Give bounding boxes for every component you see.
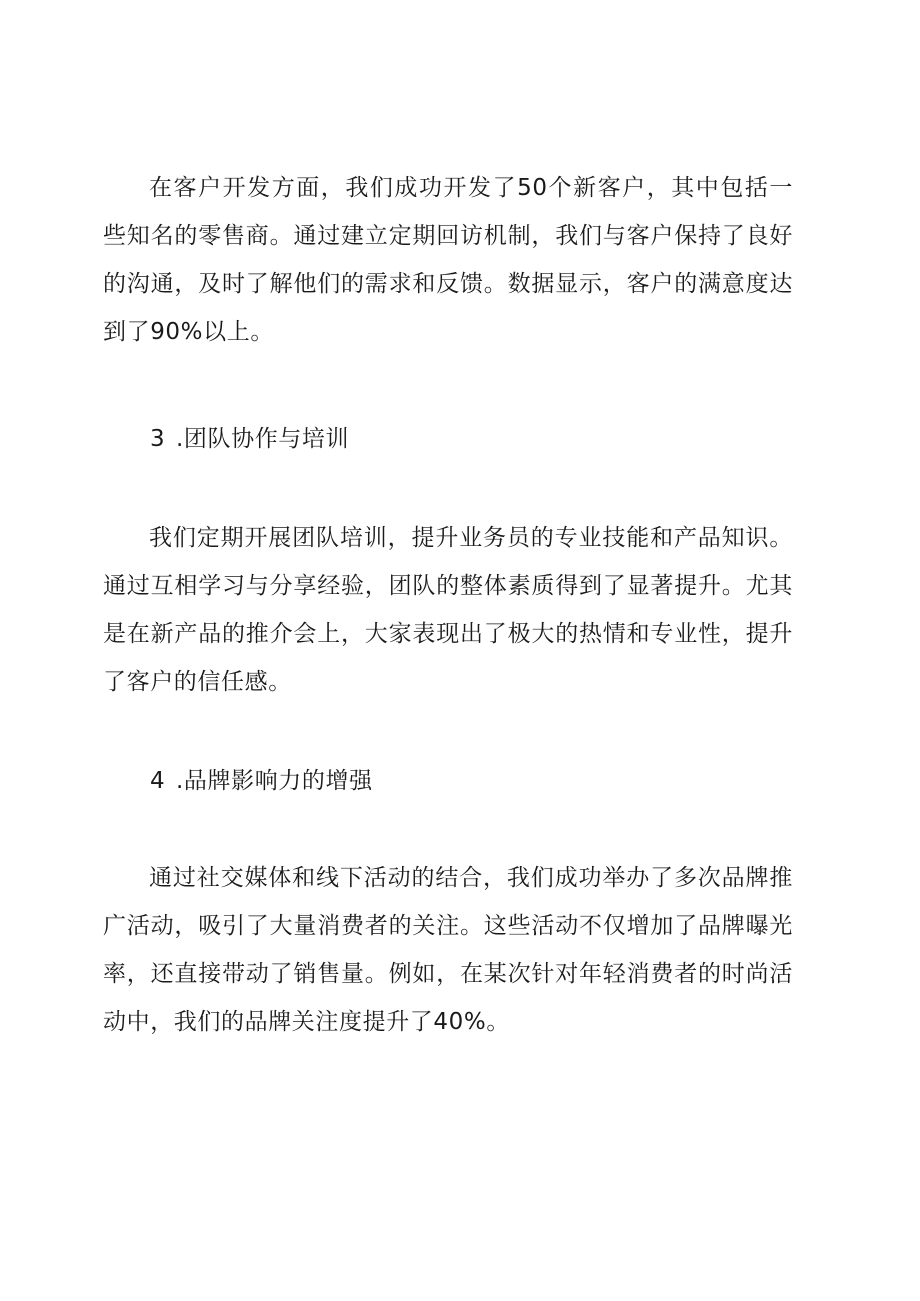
section-title: .品牌影响力的增强 bbox=[176, 768, 373, 794]
section-heading-4 bbox=[150, 765, 373, 797]
paragraph-customer-development: 在客户开发方面，我们成功开发了50个新客户，其中包括一些知名的零售商。通过建立定期回访机制，我们与客户保持了良好的沟通，及时了解他们的需求和反馈。数据显示，客户的满意度达到了90%以上。 bbox=[103, 175, 793, 345]
section-title: .团队协作与培训 bbox=[176, 426, 350, 452]
section-heading-3 bbox=[150, 423, 349, 455]
section-number: 3 bbox=[150, 426, 166, 452]
paragraph-team-training: 我们定期开展团队培训，提升业务员的专业技能和产品知识。通过互相学习与分享经验，团队的整体素质得到了显著提升。尤其是在新产品的推介会上，大家表现出了极大的热情和专业性，提升了客户的信任感。 bbox=[103, 525, 793, 695]
paragraph-brand-influence: 通过社交媒体和线下活动的结合，我们成功举办了多次品牌推广活动，吸引了大量消费者的关注。这些活动不仅增加了品牌曝光率，还直接带动了销售量。例如，在某次针对年轻消费者的时尚活动中，我们的品牌关注度提升了40%。 bbox=[103, 865, 793, 1035]
section-number: 4 bbox=[150, 768, 166, 794]
